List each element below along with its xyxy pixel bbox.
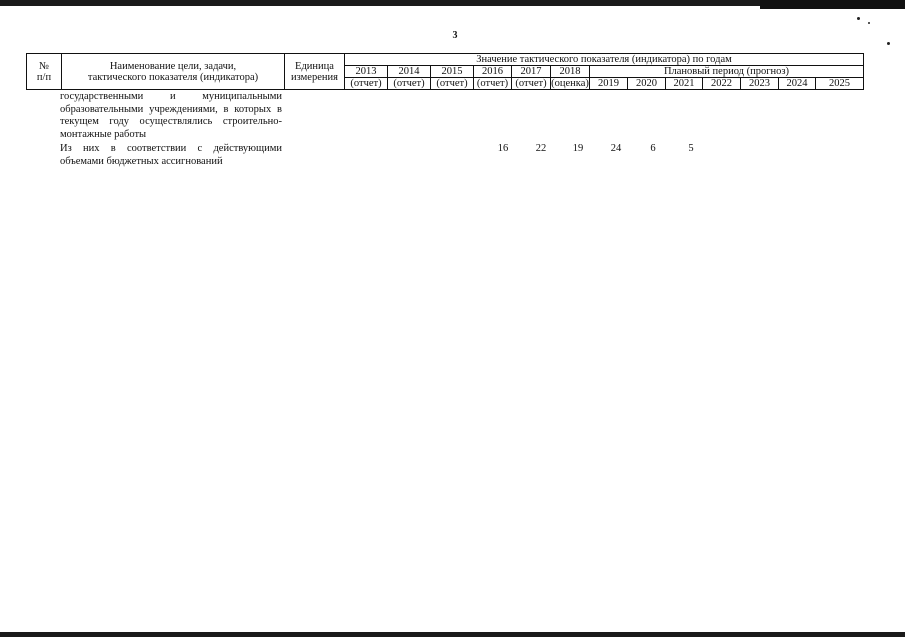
- header-kind-2014: (отчет): [388, 78, 431, 90]
- header-year-2019: 2019: [590, 78, 628, 90]
- header-year-2017: 2017: [512, 66, 551, 78]
- header-year-2024: 2024: [779, 78, 816, 90]
- page-number: 3: [452, 30, 458, 41]
- header-year-2016: 2016: [474, 66, 512, 78]
- table-row-2-name: Из них в соответствии с действующими объемами бюджетных ассигнований: [60, 143, 282, 167]
- table-row-2-value-2018: 19: [572, 143, 584, 154]
- header-kind-2016: (отчет): [474, 78, 512, 90]
- header-year-2015: 2015: [431, 66, 474, 78]
- table-row-2-value-2016: 16: [497, 143, 509, 154]
- header-year-2022: 2022: [703, 78, 741, 90]
- header-year-2025: 2025: [816, 78, 864, 90]
- scan-speck: [887, 42, 890, 45]
- table-row-2-value-2019: 24: [610, 143, 622, 154]
- header-planned-title: Плановый период (прогноз): [590, 66, 864, 78]
- table-row-2-value-2021: 5: [688, 143, 694, 154]
- header-year-2014: 2014: [388, 66, 431, 78]
- header-col-name: Наименование цели, задачи, тактического показателя (индикатора): [62, 54, 285, 90]
- header-kind-2017: (отчет): [512, 78, 551, 90]
- scan-edge-bottom: [0, 632, 905, 637]
- header-year-2021: 2021: [666, 78, 703, 90]
- header-year-2023: 2023: [741, 78, 779, 90]
- scan-edge-top-thick: [760, 0, 905, 9]
- header-kind-2015: (отчет): [431, 78, 474, 90]
- header-year-2018: 2018: [551, 66, 590, 78]
- header-values-title: Значение тактического показателя (индикатора) по годам: [345, 54, 864, 66]
- header-kind-2013: (отчет): [345, 78, 388, 90]
- table-row-2-value-2020: 6: [650, 143, 656, 154]
- header-kind-2018: (оценка): [551, 78, 589, 89]
- header-col-number: № п/п: [27, 54, 62, 90]
- header-year-2013: 2013: [345, 66, 388, 78]
- scan-speck: [857, 17, 860, 20]
- indicator-table-header: [26, 53, 864, 90]
- scan-speck: [868, 22, 870, 24]
- header-year-2020: 2020: [628, 78, 666, 90]
- table-row-2-value-2017: 22: [535, 143, 547, 154]
- table-row-1-name: государственными и муниципальными образовательными учреждениями, в которых в текущем году осуществлялись строительно- монтажные работы: [60, 91, 282, 140]
- header-col-unit: Единица измерения: [285, 54, 345, 90]
